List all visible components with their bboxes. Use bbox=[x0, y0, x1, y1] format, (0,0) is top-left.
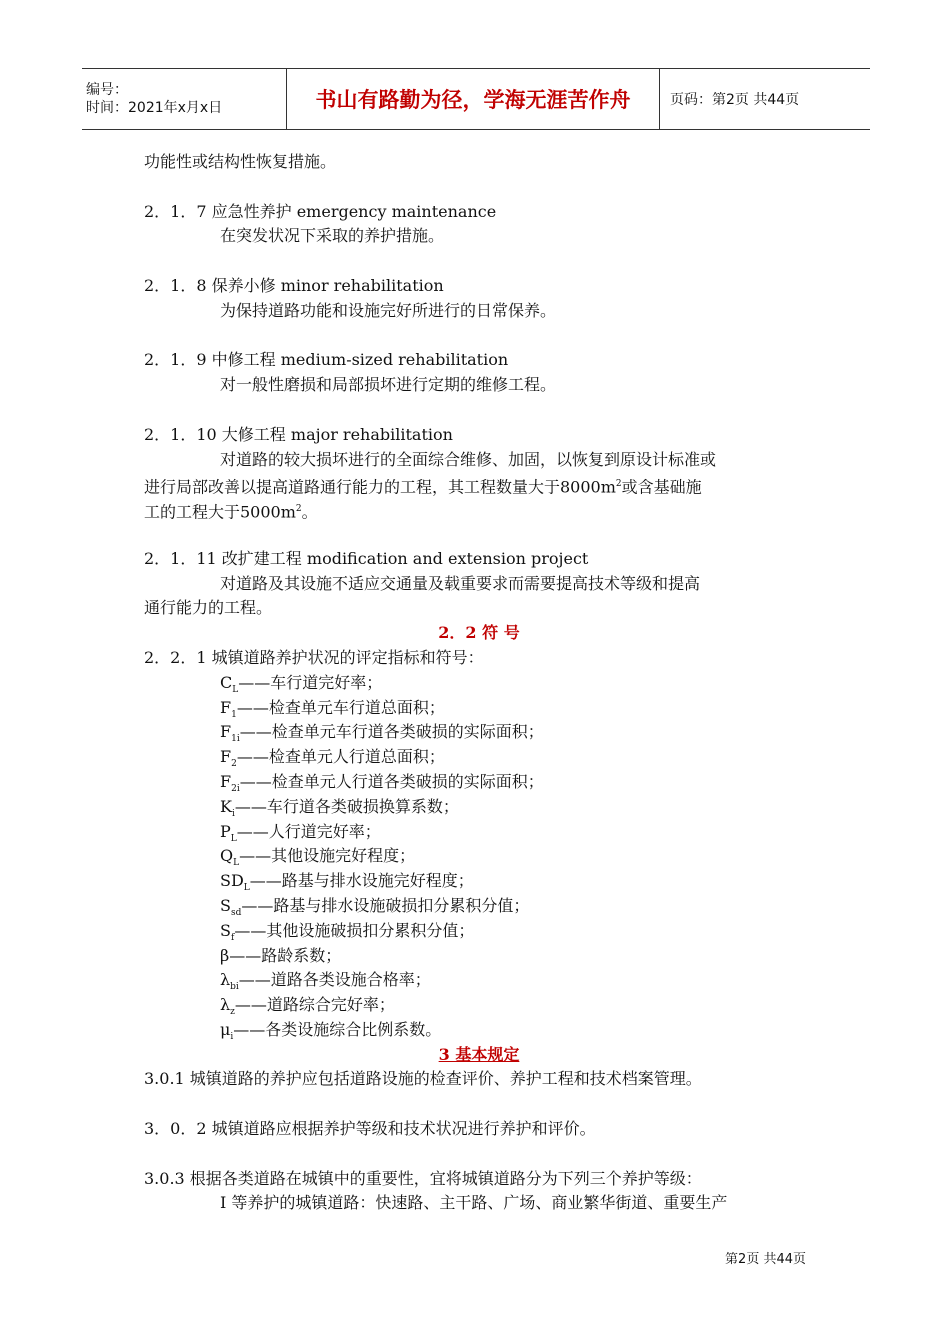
symbol-subscript: 2 bbox=[231, 759, 237, 770]
symbol-description: ——检查单元车行道各类破损的实际面积； bbox=[239, 722, 544, 742]
symbol-base: S bbox=[220, 920, 231, 940]
symbol-base: F bbox=[220, 697, 232, 717]
symbol-base: F bbox=[220, 722, 232, 742]
symbol-item bbox=[144, 919, 814, 944]
symbol-description: ——道路综合完好率； bbox=[234, 995, 395, 1015]
clause-2-1-10-text-2 bbox=[144, 472, 814, 497]
symbol-description: ——道路各类设施合格率； bbox=[238, 970, 431, 990]
symbol-subscript: z bbox=[230, 1007, 235, 1018]
symbol-base: F bbox=[220, 747, 232, 767]
clause-3-0-3-level-1: Ⅰ 等养护的城镇道路：快速路、主干路、广场、商业繁华街道、重要生产 bbox=[220, 1193, 728, 1213]
symbol-description: ——车行道完好率； bbox=[238, 672, 383, 692]
symbol-subscript: 1 bbox=[231, 709, 237, 720]
symbol-item bbox=[144, 671, 814, 696]
header-page-info bbox=[660, 69, 870, 129]
document-body bbox=[144, 150, 814, 1216]
text-run: 或含基础施 bbox=[621, 477, 702, 497]
clause-2-2-1-heading: 2．2．1 城镇道路养护状况的评定指标和符号： bbox=[144, 647, 484, 667]
clause-2-1-8-text: 为保持道路功能和设施完好所进行的日常保养。 bbox=[220, 300, 557, 320]
symbol-subscript: L bbox=[232, 684, 239, 695]
symbol-description: ——其他设施完好程度； bbox=[239, 846, 416, 866]
header-page-info-text: 页码：第2页 共44页 bbox=[670, 92, 800, 108]
text-run: 。 bbox=[301, 502, 318, 522]
symbol-description: ——路基与排水设施完好程度； bbox=[249, 871, 474, 891]
clause-2-1-11-text: 对道路及其设施不适应交通量及载重要求而需要提高技术等级和提高 bbox=[220, 573, 701, 593]
symbol-base: Q bbox=[220, 846, 234, 866]
header-number-label: 编号： bbox=[86, 82, 128, 98]
page-header bbox=[82, 68, 870, 130]
symbol-item bbox=[144, 869, 814, 894]
clause-3-0-2: 3．0．2 城镇道路应根据养护等级和技术状况进行养护和评价。 bbox=[144, 1119, 596, 1139]
symbol-item bbox=[144, 745, 814, 770]
clause-2-1-8-heading: 2．1．8 保养小修 minor rehabilitation bbox=[144, 275, 444, 295]
section-2-2-heading: 2．2 符 号 bbox=[438, 623, 520, 643]
symbol-list bbox=[144, 671, 814, 1043]
header-meta bbox=[82, 69, 287, 129]
symbol-subscript: 2i bbox=[231, 784, 240, 795]
symbol-item bbox=[144, 968, 814, 993]
section-3-heading bbox=[144, 1043, 814, 1068]
superscript: 2 bbox=[295, 504, 302, 515]
page-footer bbox=[725, 1248, 806, 1267]
footer-page-number: 第2页 共44页 bbox=[725, 1252, 806, 1267]
symbol-base: F bbox=[220, 771, 232, 791]
clause-2-1-10-text: 对道路的较大损坏进行的全面综合维修、加固，以恢复到原设计标准或 bbox=[220, 449, 717, 469]
header-motto-text: 书山有路勤为径，学海无涯苦作舟 bbox=[315, 87, 631, 112]
symbol-subscript: 1i bbox=[231, 734, 240, 745]
symbol-description: ——车行道各类破损换算系数； bbox=[234, 796, 459, 816]
clause-3-0-1: 3.0.1 城镇道路的养护应包括道路设施的检查评价、养护工程和技术档案管理。 bbox=[144, 1069, 702, 1089]
symbol-base: λ bbox=[220, 995, 231, 1015]
clause-2-1-10-text-3 bbox=[144, 497, 814, 522]
symbol-subscript: L bbox=[233, 858, 240, 869]
symbol-item bbox=[144, 993, 814, 1018]
clause-2-1-9-text: 对一般性磨损和局部损坏进行定期的维修工程。 bbox=[220, 375, 557, 395]
symbol-subscript: sd bbox=[230, 908, 242, 919]
symbol-base: λ bbox=[220, 970, 231, 990]
symbol-item bbox=[144, 820, 814, 845]
symbol-item bbox=[144, 844, 814, 869]
symbol-description: ——路基与排水设施破损扣分累积分值； bbox=[241, 895, 530, 915]
symbol-description: ——检查单元人行道总面积； bbox=[236, 747, 445, 767]
header-time-label: 时间：2021年x月x日 bbox=[86, 100, 223, 116]
clause-2-1-9-heading: 2．1．9 中修工程 medium-sized rehabilitation bbox=[144, 350, 509, 370]
text-run: 工的工程大于5000m bbox=[144, 502, 296, 522]
symbol-base: SD bbox=[220, 871, 244, 891]
symbol-subscript: L bbox=[243, 883, 250, 894]
symbol-description: ——其他设施破损扣分累积分值； bbox=[234, 920, 475, 940]
symbol-item bbox=[144, 696, 814, 721]
section-3-title: 3 基本规定 bbox=[438, 1044, 520, 1064]
clause-3-0-3: 3.0.3 根据各类道路在城镇中的重要性，宜将城镇道路分为下列三个养护等级： bbox=[144, 1168, 702, 1188]
symbol-subscript: bi bbox=[230, 982, 239, 993]
symbol-description: ——人行道完好率； bbox=[236, 821, 381, 841]
superscript: 2 bbox=[615, 479, 622, 490]
symbol-base: K bbox=[220, 796, 232, 816]
symbol-description: ——路龄系数； bbox=[229, 945, 342, 965]
symbol-subscript: L bbox=[230, 833, 237, 844]
symbol-base: β bbox=[220, 945, 230, 965]
symbol-item bbox=[144, 795, 814, 820]
symbol-item bbox=[144, 944, 814, 969]
symbol-subscript: i bbox=[231, 808, 235, 819]
symbol-description: ——检查单元人行道各类破损的实际面积； bbox=[239, 771, 544, 791]
symbol-base: P bbox=[220, 821, 231, 841]
symbol-subscript: f bbox=[230, 932, 235, 943]
clause-2-1-7-heading: 2．1．7 应急性养护 emergency maintenance bbox=[144, 201, 497, 221]
symbol-base: μ bbox=[220, 1019, 231, 1039]
symbol-item bbox=[144, 1018, 814, 1043]
clause-2-1-10-heading: 2．1．10 大修工程 major rehabilitation bbox=[144, 424, 453, 444]
symbol-item bbox=[144, 894, 814, 919]
symbol-base: C bbox=[220, 672, 233, 692]
header-motto bbox=[287, 69, 660, 129]
clause-2-1-11-heading: 2．1．11 改扩建工程 modification and extension project bbox=[144, 548, 589, 568]
symbol-description: ——检查单元车行道总面积； bbox=[236, 697, 445, 717]
symbol-subscript: i bbox=[230, 1032, 234, 1043]
text-run: 进行局部改善以提高道路通行能力的工程，其工程数量大于8000m bbox=[144, 477, 616, 497]
symbol-item bbox=[144, 720, 814, 745]
symbol-description: ——各类设施综合比例系数。 bbox=[233, 1019, 442, 1039]
body-line: 功能性或结构性恢复措施。 bbox=[144, 152, 337, 171]
clause-2-1-11-text-2: 通行能力的工程。 bbox=[144, 598, 273, 618]
symbol-base: S bbox=[220, 895, 231, 915]
symbol-item bbox=[144, 770, 814, 795]
clause-2-1-7-text: 在突发状况下采取的养护措施。 bbox=[220, 226, 445, 246]
